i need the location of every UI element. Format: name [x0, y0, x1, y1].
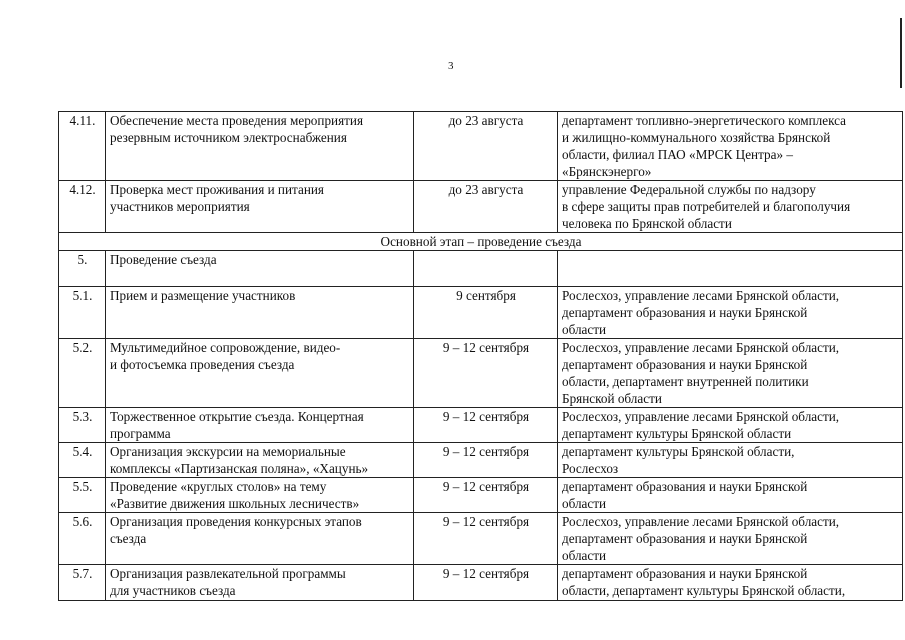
section-header: Основной этап – проведение съезда — [59, 233, 903, 251]
table-row — [59, 408, 903, 443]
row-action: Обеспечение места проведения мероприятия резервным источником электроснабжения — [106, 112, 414, 181]
row-responsible: управление Федеральной службы по надзору в сфере защиты прав потребителей и благополучия человека по Брянской области — [558, 181, 903, 233]
table-row — [59, 565, 903, 601]
row-number: 5.3. — [59, 408, 106, 443]
page-number: 3 — [448, 60, 454, 72]
row-deadline: 9 – 12 сентября — [414, 408, 558, 443]
row-number: 5.1. — [59, 287, 106, 339]
row-action: Проведение «круглых столов» на тему «Развитие движения школьных лесничеств» — [106, 478, 414, 513]
row-action: Проверка мест проживания и питания участников мероприятия — [106, 181, 414, 233]
row-responsible: Рослесхоз, управление лесами Брянской области, департамент культуры Брянской области — [558, 408, 903, 443]
row-number: 5.4. — [59, 443, 106, 478]
table-row — [59, 181, 903, 233]
row-deadline: 9 – 12 сентября — [414, 339, 558, 408]
row-deadline: 9 – 12 сентября — [414, 565, 558, 601]
row-deadline: 9 – 12 сентября — [414, 478, 558, 513]
row-action: Проведение съезда — [106, 251, 414, 287]
row-deadline: 9 сентября — [414, 287, 558, 339]
schedule-table — [58, 111, 903, 601]
table-row — [59, 443, 903, 478]
row-number: 5.2. — [59, 339, 106, 408]
row-number: 4.11. — [59, 112, 106, 181]
row-deadline: до 23 августа — [414, 112, 558, 181]
section-header-row — [59, 233, 903, 251]
row-deadline: 9 – 12 сентября — [414, 443, 558, 478]
row-responsible: Рослесхоз, управление лесами Брянской области, департамент образования и науки Брянской области, департамент внутренней политики Брянской области — [558, 339, 903, 408]
margin-line — [900, 18, 902, 88]
row-action: Организация проведения конкурсных этапов съезда — [106, 513, 414, 565]
row-number: 5.6. — [59, 513, 106, 565]
row-number: 4.12. — [59, 181, 106, 233]
table-row — [59, 112, 903, 181]
row-action: Торжественное открытие съезда. Концертная программа — [106, 408, 414, 443]
row-deadline: до 23 августа — [414, 181, 558, 233]
table-row — [59, 339, 903, 408]
table-row — [59, 251, 903, 287]
row-number: 5.5. — [59, 478, 106, 513]
row-responsible — [558, 251, 903, 287]
row-responsible: департамент топливно-энергетического комплекса и жилищно-коммунального хозяйства Брянской области, филиал ПАО «МРСК Центра» – «Брянскэнерго» — [558, 112, 903, 181]
row-action: Мультимедийное сопровождение, видео- и фотосъемка проведения съезда — [106, 339, 414, 408]
row-responsible: Рослесхоз, управление лесами Брянской области, департамент образования и науки Брянской области — [558, 287, 903, 339]
row-deadline: 9 – 12 сентября — [414, 513, 558, 565]
table-row — [59, 513, 903, 565]
row-responsible: департамент образования и науки Брянской области, департамент культуры Брянской области, — [558, 565, 903, 601]
row-action: Организация развлекательной программы для участников съезда — [106, 565, 414, 601]
table-row — [59, 478, 903, 513]
row-deadline — [414, 251, 558, 287]
table-row — [59, 287, 903, 339]
row-number: 5. — [59, 251, 106, 287]
row-number: 5.7. — [59, 565, 106, 601]
row-responsible: департамент образования и науки Брянской области — [558, 478, 903, 513]
row-action: Прием и размещение участников — [106, 287, 414, 339]
row-responsible: департамент культуры Брянской области, Рослесхоз — [558, 443, 903, 478]
row-action: Организация экскурсии на мемориальные комплексы «Партизанская поляна», «Хацунь» — [106, 443, 414, 478]
row-responsible: Рослесхоз, управление лесами Брянской области, департамент образования и науки Брянской области — [558, 513, 903, 565]
